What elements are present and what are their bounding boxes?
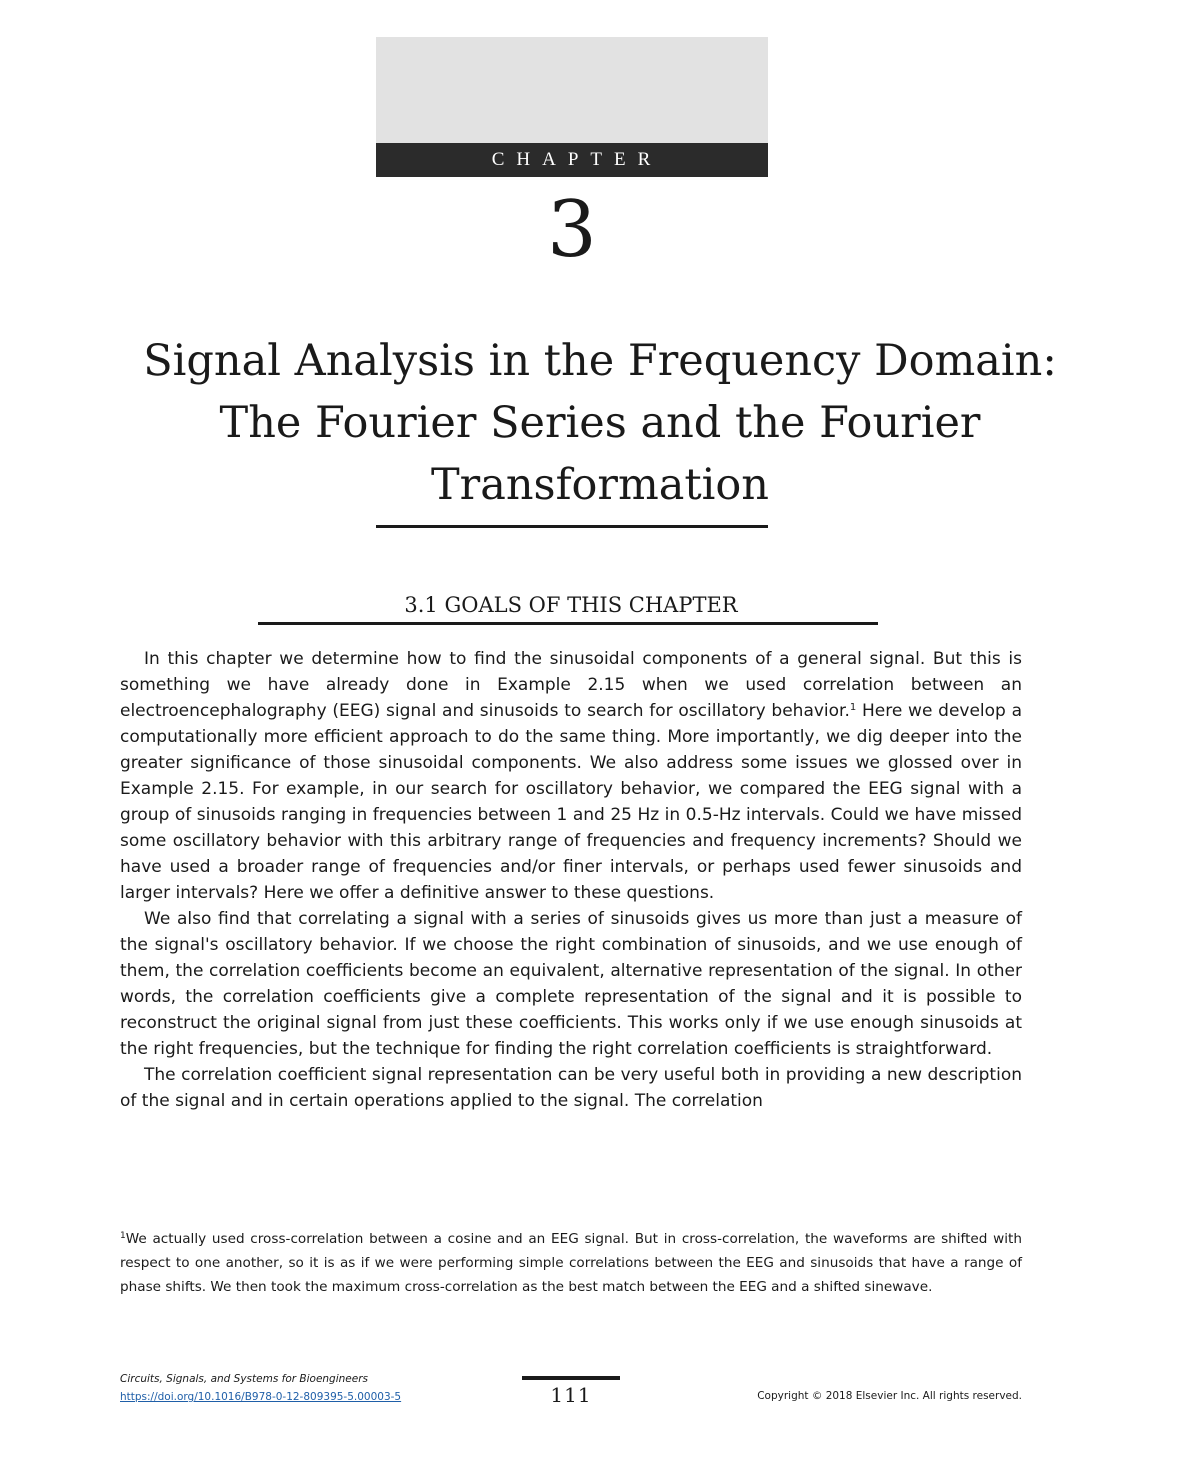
chapter-label: CHAPTER	[376, 143, 768, 177]
paragraph-3: The correlation coefficient signal representation can be very useful both in providing a new description of the signal and in certain operations applied to the signal. The correlation	[120, 1065, 1022, 1111]
paragraph-1-part-b: Here we develop a computationally more efficient approach to do the same thing. More importantly, we dig deeper into the greater significance of those sinusoidal components. We also address some issues we glossed over in Example 2.15. For example, in our search for oscillatory behavior, we compared the EEG signal with a group of sinusoids ranging in frequencies between 1 and 25 Hz in 0.5-Hz intervals. Could we have missed some oscillatory behavior with this arbitrary range of frequencies and frequency increments? Should we have used a broader range of frequencies and/or finer intervals, or perhaps used fewer sinusoids and larger intervals? Here we offer a definitive answer to these questions.	[120, 701, 1022, 903]
chapter-header-box	[376, 37, 768, 143]
footer-divider	[522, 1376, 620, 1380]
footer-copyright: Copyright © 2018 Elsevier Inc. All rights reserved.	[757, 1390, 1022, 1402]
footer-citation	[120, 1370, 401, 1406]
title-divider	[376, 525, 768, 528]
chapter-title: Signal Analysis in the Frequency Domain: The Fourier Series and the Fourier Transformation	[143, 336, 1057, 510]
footer-book-title: Circuits, Signals, and Systems for Bioengineers	[120, 1373, 369, 1385]
section-heading: 3.1 GOALS OF THIS CHAPTER	[404, 593, 738, 617]
body-text	[120, 646, 1022, 1114]
page-number: 111	[550, 1383, 592, 1407]
footnote	[120, 1227, 1022, 1299]
footer-doi-link[interactable]: https://doi.org/10.1016/B978-0-12-809395-5.00003-5	[120, 1391, 402, 1403]
paragraph-1	[120, 646, 1022, 906]
paragraph-2: We also find that correlating a signal with a series of sinusoids gives us more than just a measure of the signal's oscillatory behavior. If we choose the right combination of sinusoids, and we use enough of them, the correlation coefficients become an equivalent, alternative representation of the signal. In other words, the correlation coefficients give a complete representation of the signal and it is possible to reconstruct the original signal from just these coefficients. This works only if we use enough sinusoids at the right frequencies, but the technique for finding the right correlation coefficients is straightforward.	[120, 909, 1022, 1059]
footnote-marker: 1	[120, 1231, 126, 1241]
section-divider	[258, 622, 878, 625]
footnote-reference[interactable]: 1	[849, 702, 857, 713]
paragraph-1-part-a: In this chapter we determine how to find the sinusoidal components of a general signal. But this is something we have already done in Example 2.15 when we used correlation between an electroencephalography (EEG) signal and sinusoids to search for oscillatory behavior.	[120, 649, 1022, 721]
footnote-text: We actually used cross-correlation between a cosine and an EEG signal. But in cross-correlation, the waveforms are shifted with respect to one another, so it is as if we were performing simple correlations between the EEG and sinusoids that have a range of phase shifts. We then took the maximum cross-correlation as the best match between the EEG and a shifted sinewave.	[120, 1231, 1022, 1295]
chapter-number: 3	[547, 185, 597, 275]
